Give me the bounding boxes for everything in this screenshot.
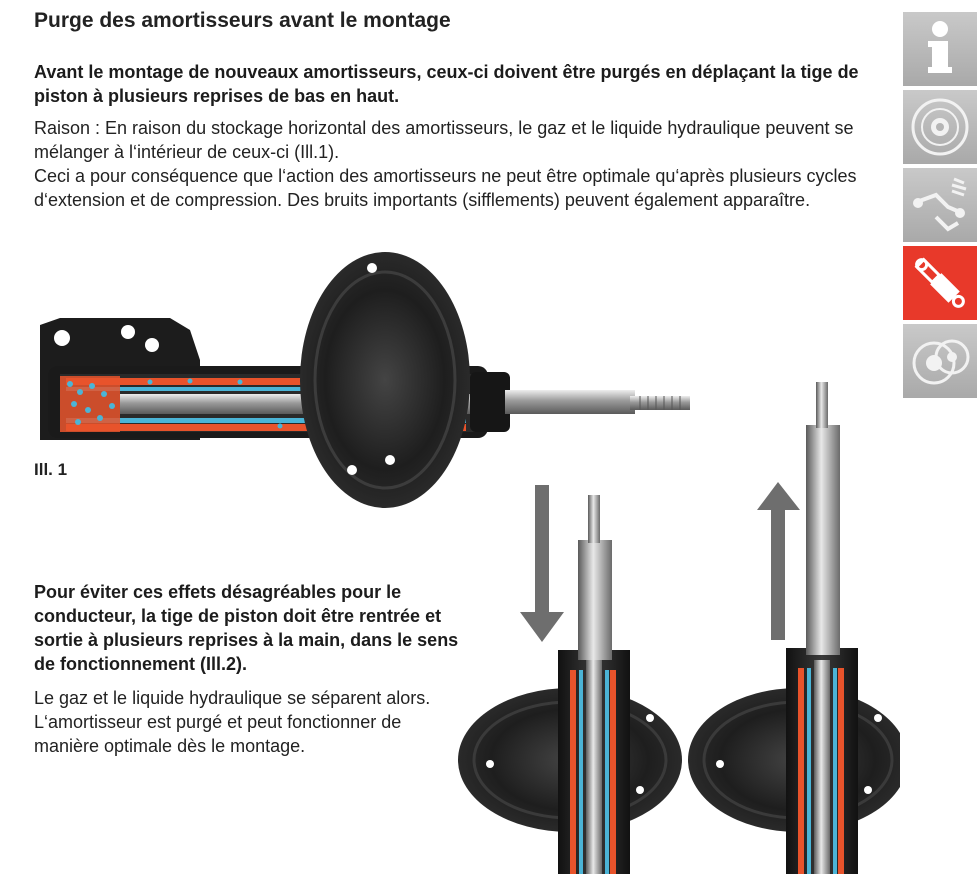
consequence-text: Ceci a pour conséquence que l‘action des amortisseurs ne peut être optimale qu‘après plusieurs cycles d‘extension et de compression. Des bruits importants (sifflements) peuvent également apparaître. [34, 166, 857, 210]
suspension-parts-icon [908, 173, 972, 237]
nav-item-info[interactable] [903, 12, 977, 86]
category-nav [903, 12, 977, 402]
brake-disc-icon [909, 96, 971, 158]
reason-text: Raison : En raison du stockage horizontal des amortisseurs, le gaz et le liquide hydraulique peuvent se mélanger à l‘intérieur de ceux-ci (Ill.1). [34, 118, 854, 162]
shock-absorber-icon [908, 251, 972, 315]
shock-absorber-compressed [458, 495, 682, 874]
up-arrow-icon [757, 482, 800, 640]
instruction-paragraph: Pour éviter ces effets désagréables pour le conducteur, la tige de piston doit être rentrée et sortie à plusieurs reprises à la main, dans le sens de fonctionnement (Ill.2). [34, 582, 459, 674]
purged-text: L‘amortisseur est purgé et peut fonctionner de manière optimale dès le montage. [34, 712, 402, 756]
shock-absorber-extended [688, 382, 900, 874]
horizontal-shock-absorber [40, 252, 690, 508]
separation-text: Le gaz et le liquide hydraulique se séparent alors. [34, 688, 431, 708]
figure-1-label: Ill. 1 [34, 460, 68, 479]
nav-item-suspension[interactable] [903, 168, 977, 242]
lead-paragraph: Avant le montage de nouveaux amortisseurs, ceux-ci doivent être purgés en déplaçant la tige de piston à plusieurs reprises de bas en haut. [34, 62, 859, 106]
info-icon [920, 19, 960, 79]
down-arrow-icon [520, 485, 564, 642]
page-title: Purge des amortisseurs avant le montage [34, 9, 451, 32]
clutch-icon [908, 329, 972, 393]
nav-item-brakes[interactable] [903, 90, 977, 164]
nav-item-shock-absorbers[interactable] [903, 246, 977, 320]
nav-item-clutch[interactable] [903, 324, 977, 398]
